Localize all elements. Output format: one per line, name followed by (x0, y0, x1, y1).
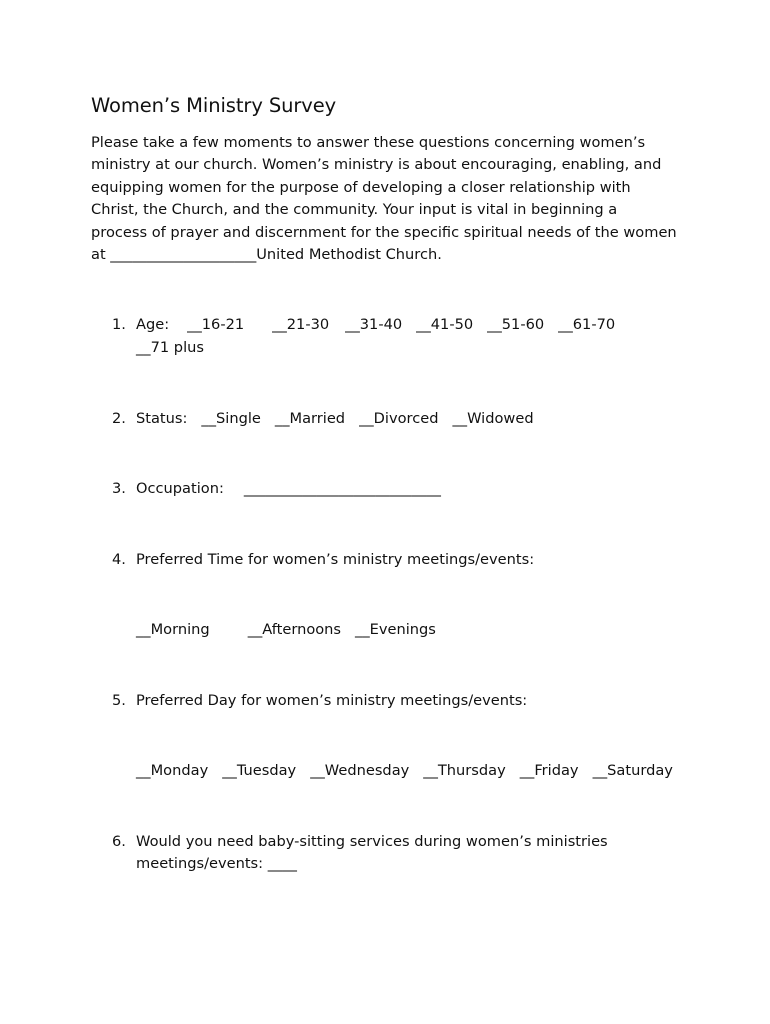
intro-paragraph (91, 132, 691, 266)
occupation-field[interactable]: ___________________________ (243, 480, 441, 497)
time-option-morning[interactable]: __Morning (136, 621, 210, 638)
age-option-61-70[interactable]: __61-70 (558, 316, 616, 333)
day-option-saturday[interactable]: __Saturday (592, 762, 673, 779)
question-preferred-time (112, 549, 534, 571)
age-option-51-60[interactable]: __51-60 (487, 316, 545, 333)
question-label: Age: (136, 316, 170, 333)
day-option-friday[interactable]: __Friday (519, 762, 579, 779)
intro-line: Please take a few moments to answer these questions concerning women’s (91, 134, 646, 151)
question-age (112, 314, 615, 336)
question-number: 4. (112, 551, 126, 568)
question-babysitting (112, 831, 608, 853)
question-number: 6. (112, 833, 126, 850)
question-preferred-day (112, 690, 527, 712)
intro-line: ministry at our church. Women’s ministry is about encouraging, enabling, and (91, 156, 662, 174)
question-number: 5. (112, 692, 126, 709)
babysitting-answer-field[interactable]: meetings/events: ____ (136, 855, 297, 872)
day-options (136, 760, 673, 782)
question-label: Would you need baby-sitting services during women’s ministries (136, 833, 608, 850)
question-status (112, 408, 534, 430)
status-option-single[interactable]: __Single (201, 410, 261, 427)
status-option-married[interactable]: __Married (274, 410, 346, 427)
intro-line: Christ, the Church, and the community. Your input is vital in beginning a (91, 201, 618, 219)
age-option-41-50[interactable]: __41-50 (416, 316, 474, 333)
page-title: Women’s Ministry Survey (91, 94, 337, 117)
question-number: 3. (112, 480, 126, 497)
age-option-16-21[interactable]: __16-21 (187, 316, 245, 333)
question-age-continued (136, 337, 204, 359)
status-option-divorced[interactable]: __Divorced (359, 410, 439, 427)
intro-line: equipping women for the purpose of developing a closer relationship with (91, 178, 631, 196)
day-option-thursday[interactable]: __Thursday (423, 762, 506, 779)
age-option-71-plus[interactable]: __71 plus (136, 339, 204, 356)
age-option-21-30[interactable]: __21-30 (272, 316, 330, 333)
question-label: Preferred Time for women’s ministry meetings/events: (136, 551, 535, 568)
time-option-evenings[interactable]: __Evenings (355, 621, 436, 638)
question-babysitting-continued[interactable] (136, 853, 297, 875)
day-option-tuesday[interactable]: __Tuesday (222, 762, 297, 779)
time-options (136, 619, 436, 641)
intro-line[interactable]: at ____________________United Methodist Church. (91, 246, 442, 264)
question-occupation (112, 478, 441, 500)
time-option-afternoons[interactable]: __Afternoons (247, 621, 342, 638)
day-option-wednesday[interactable]: __Wednesday (310, 762, 410, 779)
intro-line: process of prayer and discernment for the specific spiritual needs of the women (91, 223, 677, 241)
status-option-widowed[interactable]: __Widowed (452, 410, 534, 427)
question-number: 1. (112, 316, 126, 333)
question-label: Preferred Day for women’s ministry meetings/events: (136, 692, 528, 709)
question-label: Occupation: (136, 480, 224, 497)
age-option-31-40[interactable]: __31-40 (345, 316, 403, 333)
question-label: Status: (136, 410, 188, 427)
day-option-monday[interactable]: __Monday (136, 762, 209, 779)
question-number: 2. (112, 410, 126, 427)
